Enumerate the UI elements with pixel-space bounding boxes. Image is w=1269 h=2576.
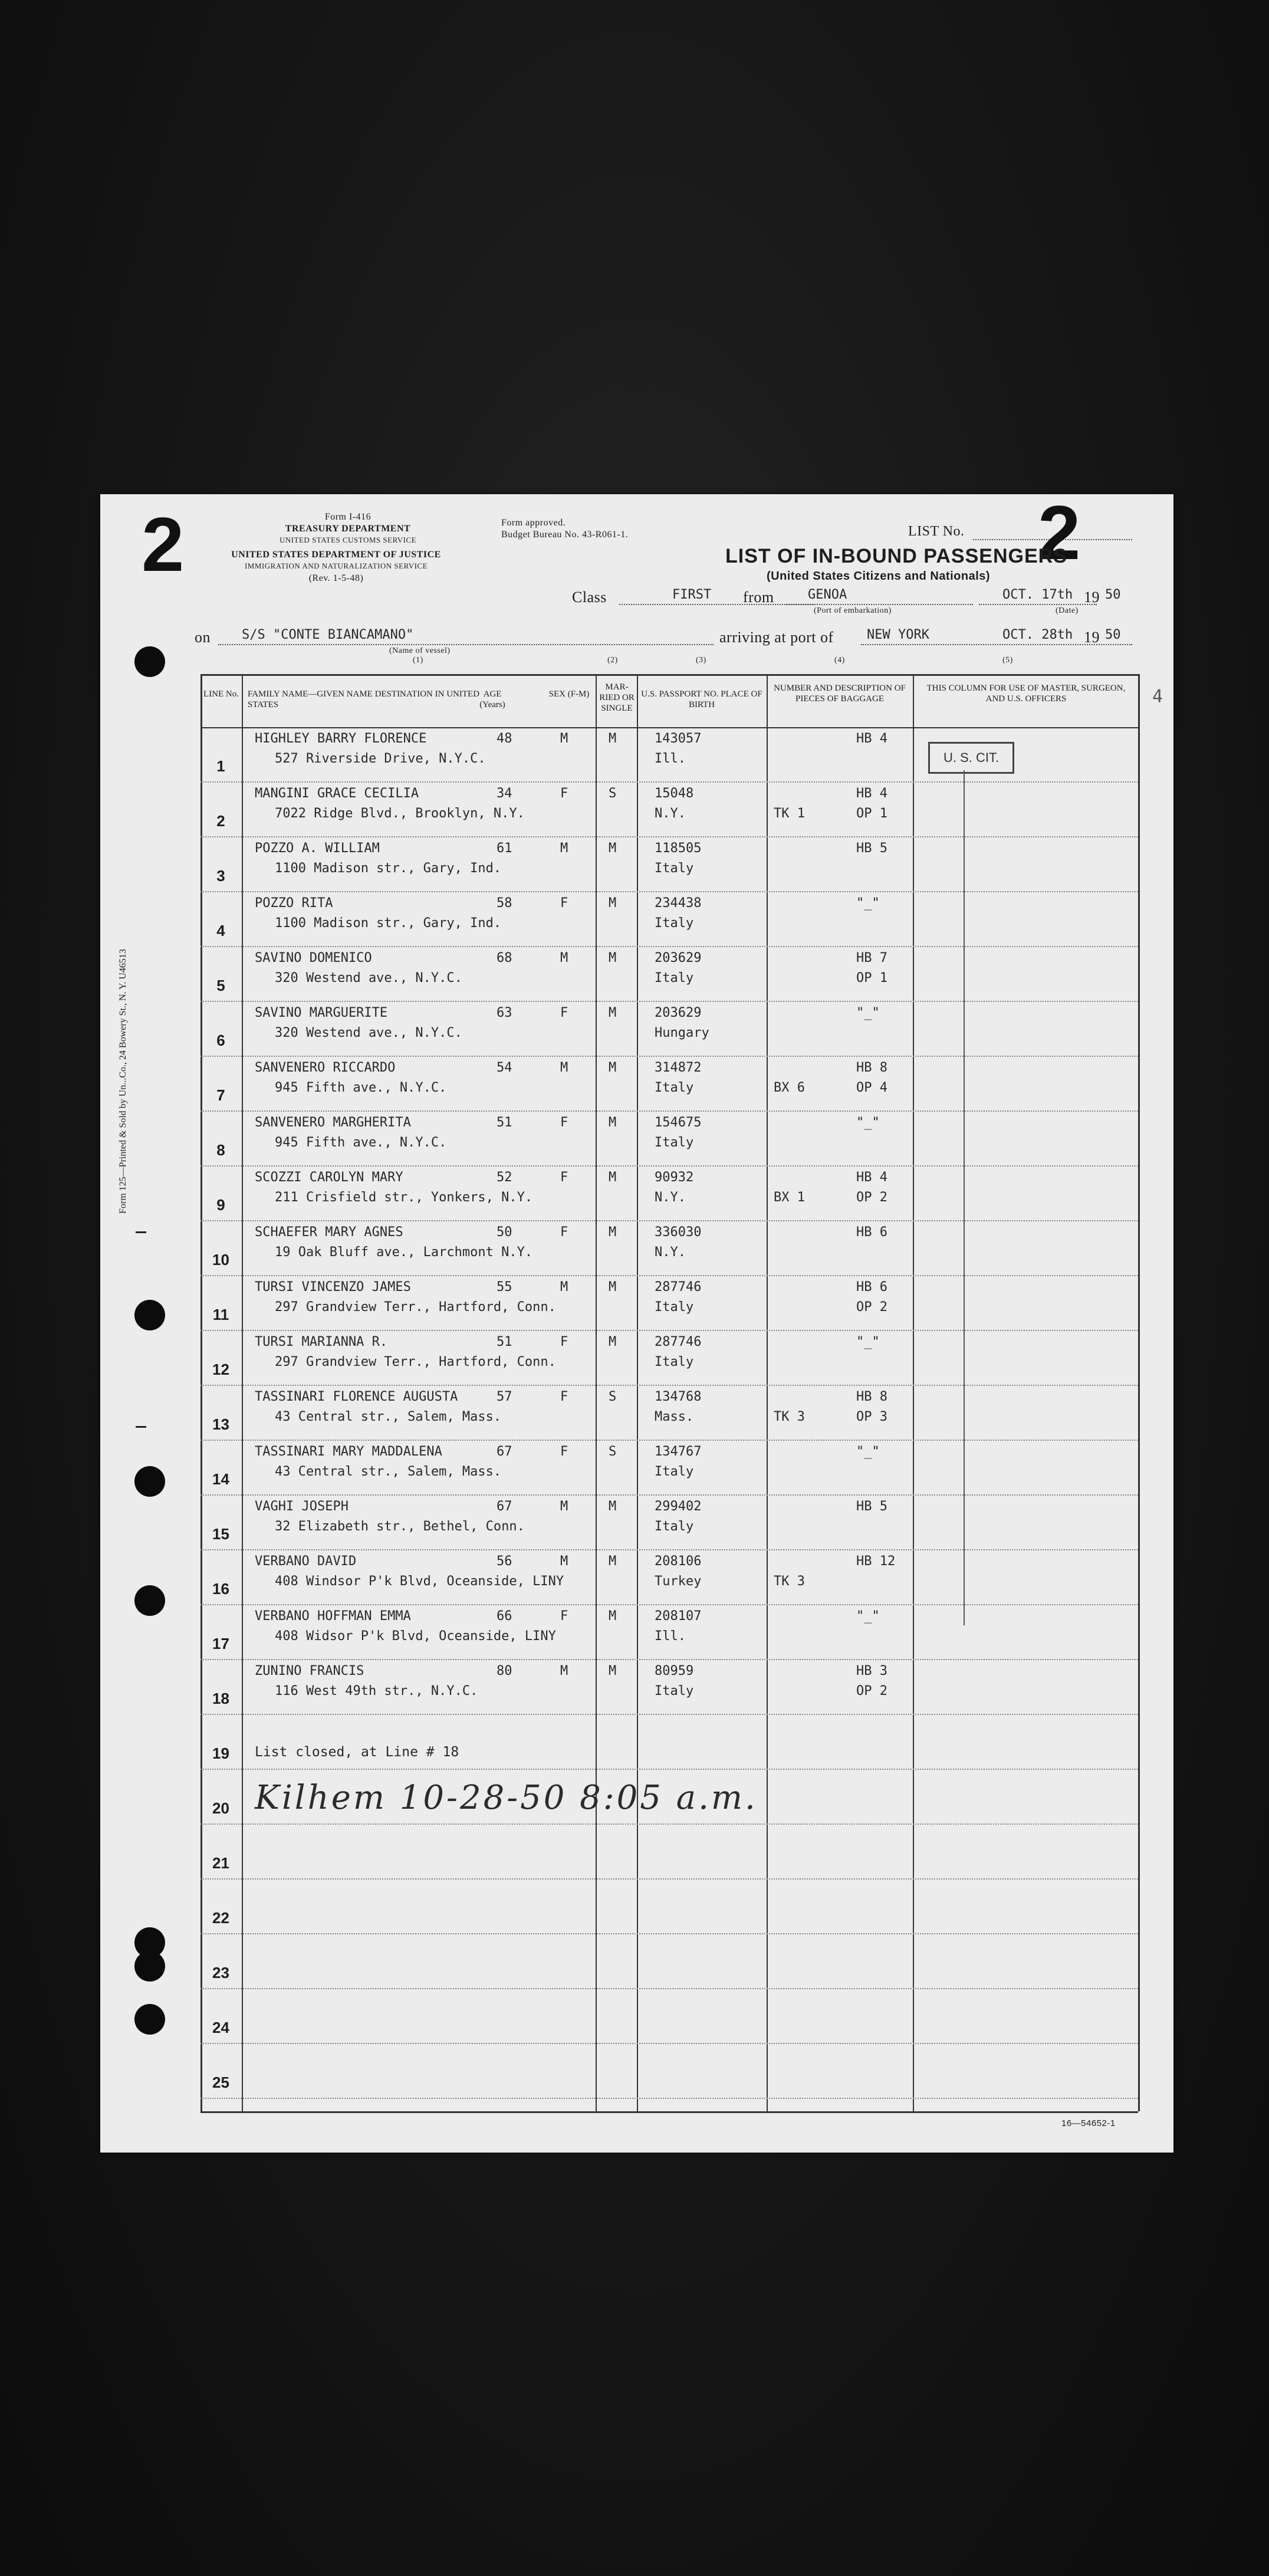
sex-value: F	[560, 786, 568, 801]
row-divider	[200, 2043, 1138, 2044]
row-divider	[200, 781, 1138, 783]
row-divider	[200, 1604, 1138, 1605]
age-value: 66	[497, 1609, 512, 1624]
destination-address: 7022 Ridge Blvd., Brooklyn, N.Y.	[275, 806, 525, 821]
row-divider	[200, 1878, 1138, 1880]
col-number-4: (4)	[834, 656, 845, 665]
baggage-type-2: HB 12	[856, 1554, 896, 1569]
line-number: 17	[212, 1635, 229, 1652]
line-number: 5	[216, 977, 225, 994]
arrival-year: 50	[1105, 627, 1121, 642]
place-of-birth: Ill.	[655, 1629, 686, 1644]
year-prefix-2: 19	[1084, 629, 1100, 646]
place-of-birth: Italy	[655, 1300, 694, 1315]
baggage-type-2: HB 4	[856, 786, 887, 801]
passport-number: 208106	[655, 1554, 702, 1569]
marital-status: S	[609, 1389, 617, 1404]
row-divider	[200, 1385, 1138, 1386]
line-number: 22	[212, 1909, 229, 1927]
handwritten-inspection-note: Kilhem 10-28-50 8:05 a.m.	[255, 1779, 758, 1817]
passport-number: 80959	[655, 1664, 694, 1678]
col-number-3: (3)	[696, 656, 706, 665]
marital-status: M	[609, 1554, 617, 1569]
passenger-name: VERBANO DAVID	[255, 1554, 357, 1569]
baggage-type-3: OP 1	[856, 806, 887, 821]
baggage-type-2: HB 7	[856, 951, 887, 965]
line-number: 25	[212, 2074, 229, 2091]
passenger-name: MANGINI GRACE CECILIA	[255, 786, 419, 801]
passport-number: 134767	[655, 1444, 702, 1459]
row-divider	[200, 1001, 1138, 1002]
age-value: 63	[497, 1006, 512, 1020]
col-number-5: (5)	[1002, 656, 1013, 665]
form-footer-code: 16—54652-1	[1061, 2118, 1116, 2128]
destination-address: 527 Riverside Drive, N.Y.C.	[275, 751, 486, 766]
destination-address: 945 Fifth ave., N.Y.C.	[275, 1080, 447, 1095]
line-number: 11	[212, 1306, 229, 1323]
marital-status: M	[609, 1170, 617, 1185]
marital-status: M	[609, 1609, 617, 1624]
age-value: 34	[497, 786, 512, 801]
class-value: FIRST	[672, 587, 712, 602]
passport-number: 134768	[655, 1389, 702, 1404]
row-divider	[200, 1275, 1138, 1276]
col-header-name: FAMILY NAME—GIVEN NAME DESTINATION IN UNITED STATES	[248, 689, 480, 709]
destination-address: 297 Grandview Terr., Hartford, Conn.	[275, 1355, 556, 1369]
age-value: 52	[497, 1170, 512, 1185]
line-number: 7	[216, 1086, 225, 1104]
row-divider	[200, 891, 1138, 892]
col-header-passport: U.S. PASSPORT NO. PLACE OF BIRTH	[641, 689, 762, 709]
port-embarkation-caption: (Port of embarkation)	[814, 606, 892, 615]
col-header-officers: THIS COLUMN FOR USE OF MASTER, SURGEON, AND U.S. OFFICERS	[926, 684, 1126, 704]
age-value: 58	[497, 896, 512, 911]
destination-address: 297 Grandview Terr., Hartford, Conn.	[275, 1300, 556, 1315]
line-number: 10	[212, 1251, 229, 1269]
baggage-type-2: HB 6	[856, 1280, 887, 1294]
marital-status: M	[609, 1225, 617, 1240]
passenger-name: TASSINARI FLORENCE AUGUSTA	[255, 1389, 458, 1404]
place-of-birth: Italy	[655, 1080, 694, 1095]
line-number: 19	[212, 1744, 229, 1762]
us-citizen-stamp: U. S. CIT.	[928, 742, 1014, 774]
baggage-type-2: "_"	[856, 1115, 880, 1130]
baggage-type-3: OP 2	[856, 1684, 887, 1698]
row-divider	[200, 2098, 1138, 2099]
marital-status: M	[609, 1060, 617, 1075]
passport-number: 299402	[655, 1499, 702, 1514]
row-divider	[200, 1714, 1138, 1715]
place-of-birth: Hungary	[655, 1026, 709, 1040]
marital-status: M	[609, 896, 617, 911]
col-header-age: AGE (Years)	[479, 689, 505, 709]
marital-status: M	[609, 1006, 617, 1020]
place-of-birth: N.Y.	[655, 806, 686, 821]
baggage-type-2: "_"	[856, 1006, 880, 1020]
place-of-birth: Italy	[655, 861, 694, 876]
sex-value: F	[560, 1444, 568, 1459]
age-value: 56	[497, 1554, 512, 1569]
passport-number: 234438	[655, 896, 702, 911]
sex-value: M	[560, 731, 568, 746]
line-number: 13	[212, 1415, 229, 1433]
sex-value: F	[560, 1170, 568, 1185]
place-of-birth: Mass.	[655, 1409, 694, 1424]
sex-value: F	[560, 896, 568, 911]
age-value: 48	[497, 731, 512, 746]
on-label: on	[195, 629, 211, 646]
punch-hole	[134, 1300, 165, 1330]
destination-address: 408 Widsor P'k Blvd, Oceanside, LINY	[275, 1629, 556, 1644]
passenger-list-form	[100, 489, 1173, 2153]
baggage-type-2: "_"	[856, 1335, 880, 1349]
place-of-birth: Italy	[655, 1464, 694, 1479]
passenger-name: SAVINO DOMENICO	[255, 951, 372, 965]
col-number-2: (2)	[607, 656, 618, 665]
baggage-type-2: HB 4	[856, 1170, 887, 1185]
list-number-label: LIST No.	[908, 524, 965, 539]
year-prefix: 19	[1084, 589, 1100, 606]
place-of-birth: N.Y.	[655, 1245, 686, 1260]
baggage-type-2: HB 8	[856, 1389, 887, 1404]
col-header-line: LINE No.	[203, 689, 239, 699]
vessel-caption: (Name of vessel)	[389, 646, 451, 655]
line-number: 16	[212, 1580, 229, 1598]
age-value: 57	[497, 1389, 512, 1404]
sex-value: F	[560, 1335, 568, 1349]
age-value: 67	[497, 1499, 512, 1514]
baggage-type-2: HB 5	[856, 1499, 887, 1514]
passport-number: 118505	[655, 841, 702, 856]
baggage-type-1: TK 3	[774, 1574, 805, 1589]
baggage-type-3: OP 2	[856, 1190, 887, 1205]
line-number: 18	[212, 1690, 229, 1707]
place-of-birth: Italy	[655, 1355, 694, 1369]
baggage-type-3: OP 1	[856, 971, 887, 985]
margin-mark	[136, 1426, 146, 1428]
age-value: 80	[497, 1664, 512, 1678]
date-caption: (Date)	[1056, 606, 1079, 615]
marital-status: S	[609, 786, 617, 801]
arrival-date: OCT. 28th	[1002, 627, 1073, 642]
destination-address: 43 Central str., Salem, Mass.	[275, 1464, 502, 1479]
marital-status: M	[609, 1335, 617, 1349]
baggage-type-2: HB 6	[856, 1225, 887, 1240]
vessel-name: S/S "CONTE BIANCAMANO"	[242, 627, 414, 642]
passenger-name: TURSI MARIANNA R.	[255, 1335, 388, 1349]
passenger-name: HIGHLEY BARRY FLORENCE	[255, 731, 427, 746]
baggage-type-1: BX 6	[774, 1080, 805, 1095]
place-of-birth: Ill.	[655, 751, 686, 766]
baggage-type-2: "_"	[856, 1444, 880, 1459]
marital-status: M	[609, 1664, 617, 1678]
form-number: Form I-416	[324, 512, 372, 522]
destination-address: 1100 Madison str., Gary, Ind.	[275, 916, 502, 931]
age-value: 51	[497, 1335, 512, 1349]
margin-number: 4	[1152, 686, 1163, 707]
passenger-name: VERBANO HOFFMAN EMMA	[255, 1609, 411, 1624]
age-value: 61	[497, 841, 512, 856]
line-number: 3	[216, 867, 225, 885]
destination-address: 19 Oak Bluff ave., Larchmont N.Y.	[275, 1245, 533, 1260]
col-header-baggage: NUMBER AND DESCRIPTION OF PIECES OF BAGGAGE	[774, 684, 906, 704]
port-of-arrival: NEW YORK	[867, 627, 929, 642]
sex-value: M	[560, 1060, 568, 1075]
place-of-birth: Italy	[655, 1135, 694, 1150]
class-label: Class	[572, 589, 607, 606]
destination-address: 945 Fifth ave., N.Y.C.	[275, 1135, 447, 1150]
col-header-married: MAR-RIED OR SINGLE	[599, 682, 634, 713]
line-number: 2	[216, 812, 225, 830]
row-divider	[200, 1440, 1138, 1441]
line-number: 21	[212, 1854, 229, 1872]
punch-hole	[134, 2004, 165, 2035]
age-value: 55	[497, 1280, 512, 1294]
arriving-label: arriving at port of	[719, 629, 834, 646]
baggage-type-3: OP 4	[856, 1080, 887, 1095]
place-of-birth: Turkey	[655, 1574, 702, 1589]
ins-name: IMMIGRATION AND NATURALIZATION SERVICE	[244, 561, 428, 570]
baggage-type-2: "_"	[856, 1609, 880, 1624]
destination-address: 408 Windsor P'k Blvd, Oceanside, LINY	[275, 1574, 564, 1589]
sex-value: M	[560, 951, 568, 965]
passenger-name: SANVENERO MARGHERITA	[255, 1115, 411, 1130]
baggage-type-2: HB 3	[856, 1664, 887, 1678]
vessel-col-number: (1)	[413, 656, 423, 665]
passenger-name: TASSINARI MARY MADDALENA	[255, 1444, 442, 1459]
line-number: 23	[212, 1964, 229, 1982]
destination-address: 43 Central str., Salem, Mass.	[275, 1409, 502, 1424]
passenger-name: VAGHI JOSEPH	[255, 1499, 349, 1514]
baggage-type-1: BX 1	[774, 1190, 805, 1205]
passport-number: 143057	[655, 731, 702, 746]
line-number: 4	[216, 922, 225, 939]
line-number: 20	[212, 1799, 229, 1817]
margin-mark	[136, 1231, 146, 1233]
row-divider	[200, 1110, 1138, 1112]
age-value: 67	[497, 1444, 512, 1459]
age-value: 51	[497, 1115, 512, 1130]
baggage-type-2: "_"	[856, 896, 880, 911]
destination-address: 1100 Madison str., Gary, Ind.	[275, 861, 502, 876]
col-header-sex: SEX (F-M)	[548, 689, 590, 699]
customs-service: UNITED STATES CUSTOMS SERVICE	[279, 535, 417, 544]
row-divider	[200, 1330, 1138, 1331]
passenger-name: POZZO A. WILLIAM	[255, 841, 380, 856]
line-number: 15	[212, 1525, 229, 1543]
passport-number: 203629	[655, 1006, 702, 1020]
from-label: from	[743, 589, 774, 606]
row-divider	[200, 1988, 1138, 1989]
passport-number: 208107	[655, 1609, 702, 1624]
baggage-type-3: OP 2	[856, 1300, 887, 1315]
passenger-name: SCOZZI CAROLYN MARY	[255, 1170, 403, 1185]
row-divider	[200, 1549, 1138, 1550]
sex-value: F	[560, 1389, 568, 1404]
marital-status: M	[609, 841, 617, 856]
baggage-type-2: HB 4	[856, 731, 887, 746]
age-value: 54	[497, 1060, 512, 1075]
punch-hole	[134, 1585, 165, 1616]
row-divider	[200, 1056, 1138, 1057]
passenger-name: SAVINO MARGUERITE	[255, 1006, 388, 1020]
place-of-birth: Italy	[655, 1519, 694, 1534]
passport-number: 154675	[655, 1115, 702, 1130]
punch-hole	[134, 1951, 165, 1982]
marital-status: M	[609, 1499, 617, 1514]
sex-value: M	[560, 1554, 568, 1569]
list-number-left: 2	[142, 501, 185, 587]
punch-hole	[134, 646, 165, 677]
passport-number: 15048	[655, 786, 694, 801]
passport-number: 287746	[655, 1280, 702, 1294]
passport-number: 90932	[655, 1170, 694, 1185]
list-closed-note: List closed, at Line # 18	[255, 1744, 459, 1760]
sex-value: F	[560, 1225, 568, 1240]
departure-date: OCT. 17th	[1002, 587, 1073, 602]
age-value: 68	[497, 951, 512, 965]
form-subtitle: (United States Citizens and Nationals)	[767, 570, 991, 583]
place-of-birth: Italy	[655, 971, 694, 985]
baggage-type-1: TK 3	[774, 1409, 805, 1424]
marital-status: M	[609, 731, 617, 746]
row-divider	[200, 1659, 1138, 1660]
line-number: 8	[216, 1141, 225, 1159]
row-divider	[200, 946, 1138, 947]
passenger-name: SCHAEFER MARY AGNES	[255, 1225, 403, 1240]
baggage-type-2: HB 5	[856, 841, 887, 856]
printer-imprint: Form 125—Printed & Sold by Un...Co., 24 Bowery St., N. Y. U46513	[118, 949, 128, 1214]
form-title: LIST OF IN-BOUND PASSENGERS	[725, 545, 1067, 567]
destination-address: 320 Westend ave., N.Y.C.	[275, 971, 462, 985]
line-number: 12	[212, 1361, 229, 1378]
destination-address: 211 Crisfield str., Yonkers, N.Y.	[275, 1190, 533, 1205]
row-divider	[200, 836, 1138, 837]
sex-value: M	[560, 1499, 568, 1514]
destination-address: 116 West 49th str., N.Y.C.	[275, 1684, 478, 1698]
baggage-type-2: HB 8	[856, 1060, 887, 1075]
row-divider	[200, 1769, 1138, 1770]
form-approved: Form approved.	[501, 518, 566, 528]
sex-value: F	[560, 1609, 568, 1624]
sex-value: M	[560, 1280, 568, 1294]
sex-value: F	[560, 1115, 568, 1130]
marital-status: M	[609, 951, 617, 965]
passenger-name: ZUNINO FRANCIS	[255, 1664, 364, 1678]
line-number: 24	[212, 2019, 229, 2036]
budget-bureau-number: Budget Bureau No. 43-R061-1.	[501, 530, 629, 540]
marital-status: M	[609, 1115, 617, 1130]
row-divider	[200, 1220, 1138, 1221]
marital-status: S	[609, 1444, 617, 1459]
revision-date: (Rev. 1-5-48)	[308, 573, 364, 583]
row-divider	[200, 1933, 1138, 1934]
place-of-birth: Italy	[655, 916, 694, 931]
sex-value: M	[560, 841, 568, 856]
passport-number: 314872	[655, 1060, 702, 1075]
baggage-type-1: TK 1	[774, 806, 805, 821]
line-number: 14	[212, 1470, 229, 1488]
passport-number: 203629	[655, 951, 702, 965]
passenger-name: POZZO RITA	[255, 896, 333, 911]
place-of-birth: Italy	[655, 1684, 694, 1698]
passport-number: 287746	[655, 1335, 702, 1349]
port-of-embarkation: GENOA	[808, 587, 847, 602]
destination-address: 320 Westend ave., N.Y.C.	[275, 1026, 462, 1040]
line-number: 6	[216, 1031, 225, 1049]
line-number: 9	[216, 1196, 225, 1214]
treasury-department: TREASURY DEPARTMENT	[285, 524, 411, 534]
list-number-value: 2	[1038, 489, 1081, 576]
age-value: 50	[497, 1225, 512, 1240]
passenger-name: TURSI VINCENZO JAMES	[255, 1280, 411, 1294]
sex-value: M	[560, 1664, 568, 1678]
sex-value: F	[560, 1006, 568, 1020]
line-number: 1	[216, 757, 225, 775]
stamp-line	[964, 770, 965, 1625]
passenger-name: SANVENERO RICCARDO	[255, 1060, 396, 1075]
row-divider	[200, 1165, 1138, 1167]
place-of-birth: N.Y.	[655, 1190, 686, 1205]
marital-status: M	[609, 1280, 617, 1294]
destination-address: 32 Elizabeth str., Bethel, Conn.	[275, 1519, 525, 1534]
row-divider	[200, 1823, 1138, 1825]
punch-hole	[134, 1466, 165, 1497]
passport-number: 336030	[655, 1225, 702, 1240]
baggage-type-3: OP 3	[856, 1409, 887, 1424]
row-divider	[200, 1494, 1138, 1496]
department-of-justice: UNITED STATES DEPARTMENT OF JUSTICE	[231, 550, 441, 560]
departure-year: 50	[1105, 587, 1121, 602]
